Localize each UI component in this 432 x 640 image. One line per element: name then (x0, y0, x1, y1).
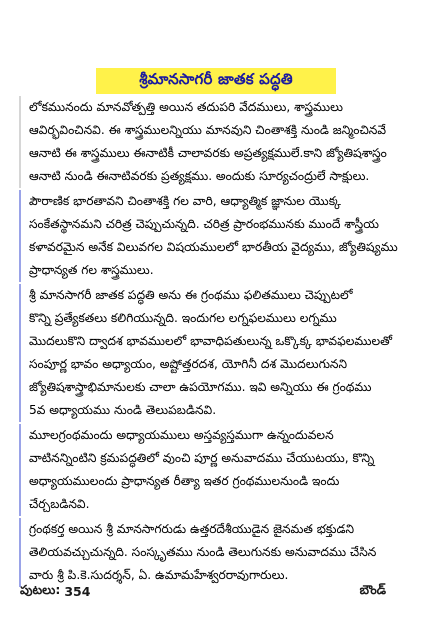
text-line: ఆనాటి ఈ శాస్త్రములు ఈనాటికీ చాలావరకు అప్రత్యక్షములే.కాని జ్యోతిషశాస్త్రం (29, 146, 387, 160)
page-count-value: 354 (64, 583, 91, 599)
paragraph (19, 190, 413, 282)
text-line: ప్రాధాన్యత గల శాస్త్రములు. (29, 263, 154, 277)
page-footer (20, 581, 412, 601)
text-line: చేర్చబడినవి. (29, 497, 90, 511)
text-line: లోకమునందు మానవోత్పత్తి అయిన తదుపరి వేదములు, శాస్త్రములు (29, 100, 343, 114)
text-line: 5వ అధ్యాయము నుండి తెలుపబడినవి. (29, 403, 217, 417)
page-count-label: పుటలు: (20, 581, 61, 597)
text-line: గ్రంథకర్త అయిన శ్రీ మానసాగరుడు ఉత్తరదేశీయుడైన జైనమత భక్తుడని (29, 522, 355, 536)
text-line: వారు శ్రీ పి.కె.సుదర్శన్, ఏ. ఉమామహేశ్వరరావుగారులు. (29, 568, 289, 582)
document-title: శ్రీమానసాగరీ జాతక పద్ధతి (139, 70, 293, 88)
paragraph (19, 284, 413, 422)
body-text (0, 96, 432, 589)
text-line: ఆవిర్భవించినవి. ఈ శాస్త్రములన్నియు మానవుని చింతాశక్తి నుండి జన్మించినవే (29, 123, 387, 137)
text-line: జ్యోతిషశాస్త్రాభిమానులకు చాలా ఉపయోగము. ఇవి అన్నియు ఈ గ్రంథము (29, 380, 372, 394)
text-line: మూలగ్రంథమందు అధ్యాయములు అస్తవ్యస్తముగా ఉన్నందువలన (29, 428, 334, 442)
text-line: సంకేతస్థానమని చరిత్ర చెప్పుచున్నది. చరిత్ర ప్రారంభమునకు ముందే శాస్త్రీయ (29, 217, 379, 231)
binding-type: బౌండ్ (359, 581, 386, 597)
text-line: పౌరాణిక భారతావని చింతాశక్తి గల వారి, ఆధ్యాత్మిక జ్ఞానుల యొక్క (29, 194, 341, 208)
title-banner (96, 68, 336, 94)
paragraph (19, 518, 413, 587)
text-line: కళావరమైన అనేక విలువగల విషయములలో భారతీయ వైద్యము, జ్యోతిష్యము (29, 240, 398, 254)
text-line: శ్రీ మానసాగరీ జాతక పద్ధతి అను ఈ గ్రంథము ఫలితములు చెప్పుటలో (29, 288, 353, 302)
paragraph (19, 424, 413, 516)
text-line: మొదలుకొని ద్వాదశ భావములలో భావాధిపతులున్న ఒక్కొక్క భావఫలములతో (29, 334, 393, 348)
page-count (20, 582, 90, 601)
paragraph (19, 96, 413, 188)
text-line: కొన్ని ప్రత్యేకతలు కలిగియున్నది. ఇందుగల లగ్నఫలములు లగ్నము (29, 311, 337, 325)
text-line: తెలియవచ్చుచున్నది. సంస్కృతము నుండి తెలుగునకు అనువాదము చేసిన (29, 545, 377, 559)
text-line: అధ్యాయములందు ప్రాధాన్యత రీత్యా ఇతర గ్రంథములనుండి ఇందు (29, 474, 340, 488)
text-line: వాటినన్నింటిని క్రమపద్ధతిలో వుంచి పూర్ణ అనువాదము చేయుటయు, కొన్ని (29, 451, 375, 465)
text-line: సంపూర్ణ భావం అధ్యాయం, అష్టోత్తరదశ, యోగినీ దశ మొదలుగునని (29, 357, 348, 371)
text-line: ఆనాటి నుండి ఈనాటివరకు ప్రత్యక్షము. అందుకు సూర్యచంద్రులే సాక్షులు. (29, 169, 370, 183)
